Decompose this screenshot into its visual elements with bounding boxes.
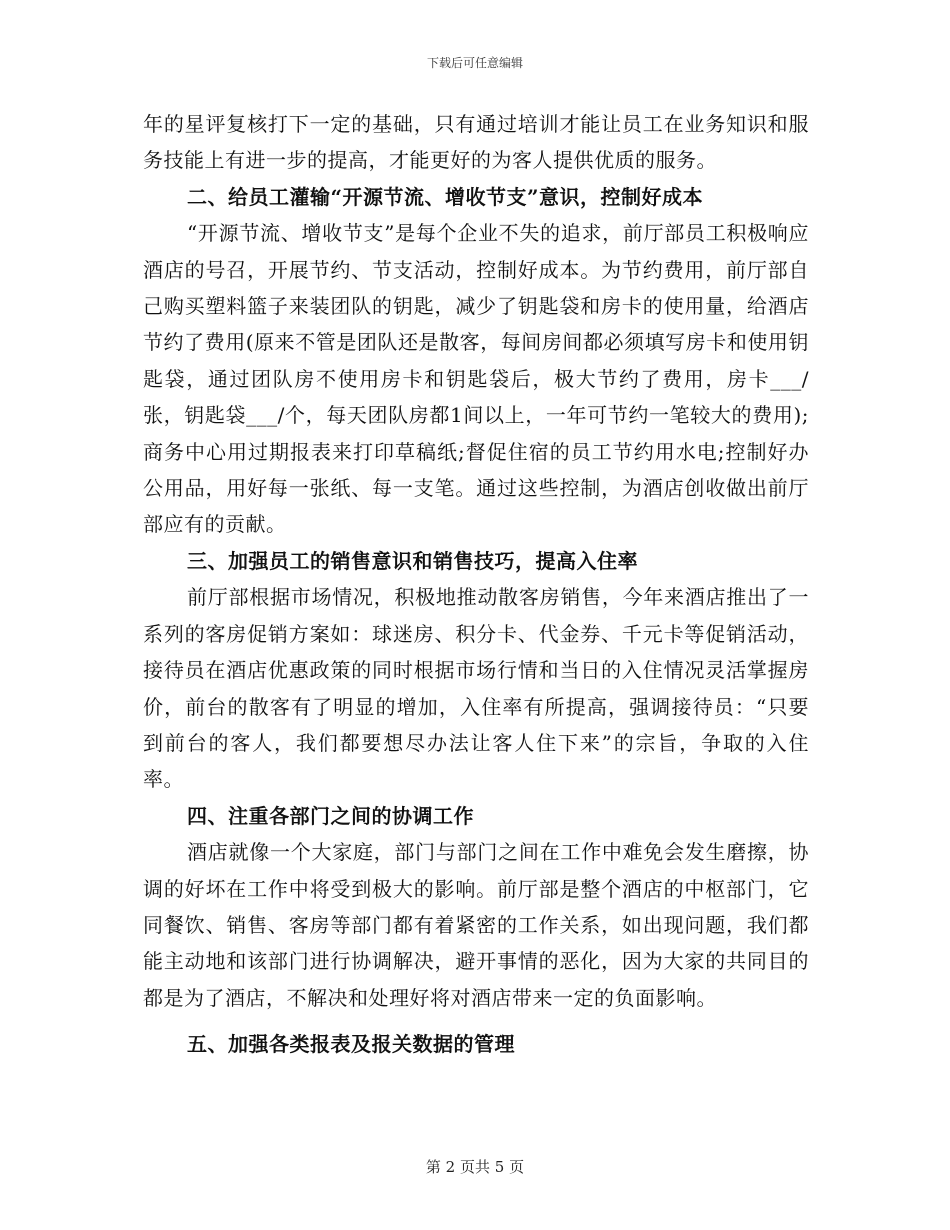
document-body: [143, 106, 809, 1063]
paragraph: 前厅部根据市场情况，积极地推动散客房销售，今年来酒店推出了一系列的客房促销方案如：球迷房、积分卡、代金券、千元卡等促销活动，接待员在酒店优惠政策的同时根据市场行情和当日的入住情况灵活掌握房价，前台的散客有了明显的增加，入住率有所提高，强调接待员：“只要到前台的客人，我们都要想尽办法让客人住下来”的宗旨，争取的入住率。: [143, 585, 809, 792]
section-heading: 四、注重各部门之间的协调工作: [187, 803, 474, 828]
page-number: 第 2 页共 5 页: [425, 1158, 525, 1176]
paragraph: 酒店就像一个大家庭，部门与部门之间在工作中难免会发生磨擦，协调的好坏在工作中将受到极大的影响。前厅部是整个酒店的中枢部门，它同餐饮、销售、客房等部门都有着紧密的工作关系，如出现问题，我们都能主动地和该部门进行协调解决，避开事情的恶化，因为大家的共同目的都是为了酒店，不解决和处理好将对酒店带来一定的负面影响。: [143, 840, 809, 1010]
section-heading: 三、加强员工的销售意识和销售技巧，提高入住率: [187, 548, 638, 573]
page-header: 下载后可任意编辑: [426, 56, 523, 70]
section-heading: 二、给员工灌输“开源节流、增收节支”意识，控制好成本: [187, 184, 704, 209]
section-heading: 五、加强各类报表及报关数据的管理: [187, 1032, 515, 1057]
paragraph: 年的星评复核打下一定的基础，只有通过培训才能让员工在业务知识和服务技能上有进一步的提高，才能更好的为客人提供优质的服务。: [143, 112, 809, 173]
paragraph: “开源节流、增收节支”是每个企业不失的追求，前厅部员工积极响应酒店的号召，开展节约、节支活动，控制好成本。为节约费用，前厅部自己购买塑料篮子来装团队的钥匙，减少了钥匙袋和房卡的使用量，给酒店节约了费用(原来不管是团队还是散客，每间房间都必须填写房卡和使用钥匙袋，通过团队房不使用房卡和钥匙袋后，极大节约了费用，房卡___/张，钥匙袋___/个，每天团队房都1间以上，一年可节约一笔较大的费用);商务中心用过期报表来打印草稿纸;督促住宿的员工节约用水电;控制好办公用品，用好每一张纸、每一支笔。通过这些控制，为酒店创收做出前厅部应有的贡献。: [143, 221, 809, 537]
